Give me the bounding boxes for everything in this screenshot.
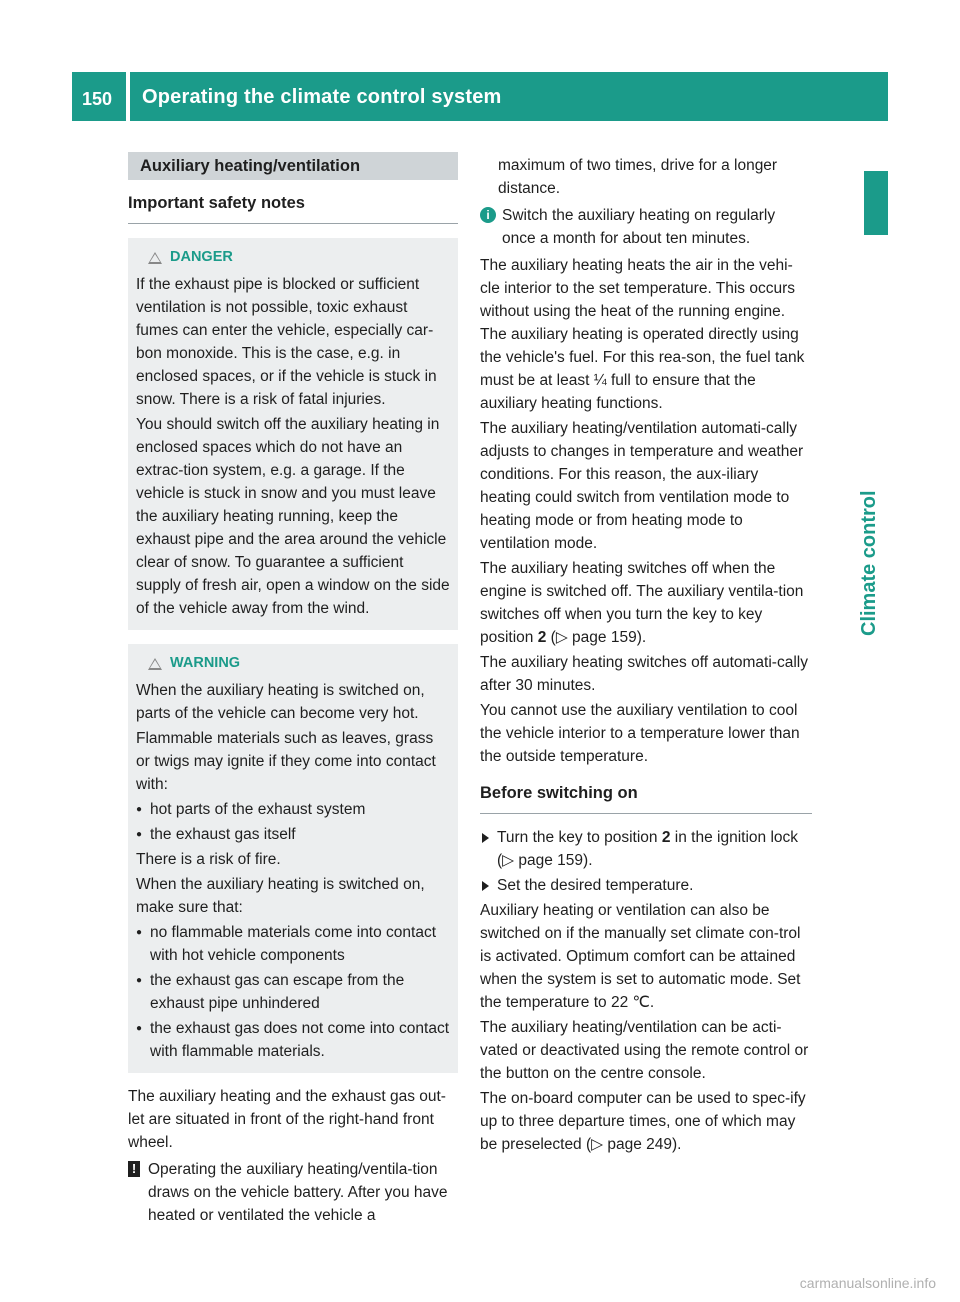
body-paragraph: The on-board computer can be used to spec-ify up to three departure times, one of which may be preselected (▷ page 249). bbox=[480, 1090, 806, 1153]
danger-text-1: If the exhaust pipe is blocked or sufficient ventilation is not possible, toxic exhaust fumes can enter the vehicle, especially car-bon monoxide. This is the case, e.g. in enclosed spaces, or if the vehicle is stuck in snow. There is a risk of fatal injuries. bbox=[136, 276, 437, 408]
body-paragraph: The auxiliary heating and the exhaust gas out-let are situated in front of the right-hand front wheel. bbox=[128, 1088, 446, 1151]
section-heading-before-switching-on: Before switching on bbox=[480, 782, 812, 814]
list-item-text: hot parts of the exhaust system bbox=[150, 801, 366, 818]
warning-box bbox=[128, 644, 458, 1073]
info-icon: i bbox=[480, 207, 496, 223]
warning-label: WARNING bbox=[170, 655, 241, 671]
note-text: Operating the auxiliary heating/ventila-tion draws on the vehicle battery. After you have heated or ventilated the vehicle a bbox=[148, 1161, 448, 1224]
body-paragraph: You cannot use the auxiliary ventilation to cool the vehicle interior to a temperature lower than the outside temperature. bbox=[480, 702, 800, 765]
bullet-icon: ● bbox=[136, 804, 143, 815]
step-text: Turn the key to position 2 in the ignition lock (▷ page 159). bbox=[497, 829, 799, 869]
body-paragraph: The auxiliary heating/ventilation automati-cally adjusts to changes in temperature and weather conditions. For this reason, the aux-iliary heating could switch from ventilation mode to heating mode or from heating mode to ventilation mode. bbox=[480, 420, 804, 552]
instruction-step bbox=[480, 826, 812, 872]
danger-text-2: You should switch off the auxiliary heating in enclosed spaces which do not have an extrac-tion system, e.g. a garage. If the vehicle is stuck in snow and you must leave the auxiliary heating running, keep the exhaust pipe and the area around the vehicle clear of snow. To guarantee a sufficient supply of fresh air, open a window on the side of the vehicle away from the wind. bbox=[136, 416, 450, 617]
list-item bbox=[136, 1017, 450, 1063]
arrow-right-icon bbox=[482, 833, 489, 843]
header-divider bbox=[126, 72, 130, 121]
body-paragraph: Auxiliary heating or ventilation can also be switched on if the manually set climate con-trol is activated. Optimum comfort can be attained when the system is set to automatic mode. Set the temperature to 22 ℃. bbox=[480, 902, 801, 1011]
list-item-text: the exhaust gas can escape from the exhaust pipe unhindered bbox=[150, 972, 405, 1012]
arrow-right-icon bbox=[482, 881, 489, 891]
warning-text-1: When the auxiliary heating is switched on, parts of the vehicle can become very hot. bbox=[136, 682, 425, 722]
list-item bbox=[136, 798, 450, 821]
danger-title bbox=[136, 246, 450, 269]
step-text: Set the desired temperature. bbox=[497, 877, 694, 894]
list-item bbox=[136, 921, 450, 967]
danger-box bbox=[128, 238, 458, 630]
note-continuation: maximum of two times, drive for a longer distance. bbox=[498, 157, 778, 197]
list-item bbox=[136, 823, 450, 846]
list-item bbox=[136, 969, 450, 1015]
page-header bbox=[72, 72, 888, 121]
left-column bbox=[128, 152, 458, 1231]
bullet-icon: ● bbox=[136, 927, 143, 938]
list-item-text: the exhaust gas does not come into contact with flammable materials. bbox=[150, 1020, 449, 1060]
sub-heading: Important safety notes bbox=[128, 192, 458, 224]
danger-label: DANGER bbox=[170, 249, 233, 265]
instruction-step bbox=[480, 874, 812, 897]
bullet-icon: ● bbox=[136, 975, 143, 986]
watermark: carmanualsonline.info bbox=[799, 1275, 936, 1291]
warning-triangle-icon bbox=[148, 658, 162, 670]
warning-text-4: When the auxiliary heating is switched on, make sure that: bbox=[136, 876, 425, 916]
body-paragraph: The auxiliary heating heats the air in the vehi-cle interior to the set temperature. This occurs without using the heat of the running engine. The auxiliary heating is operated directly using the vehicle's fuel. For this rea-son, the fuel tank must be at least ¼ full to ensure that the auxiliary heating functions. bbox=[480, 257, 805, 412]
list-item-text: the exhaust gas itself bbox=[150, 826, 296, 843]
page-title: Operating the climate control system bbox=[142, 86, 502, 108]
warning-text-3: There is a risk of fire. bbox=[136, 851, 281, 868]
warning-text-2: Flammable materials such as leaves, grass or twigs may ignite if they come into contact with: bbox=[136, 730, 436, 793]
list-item-text: no flammable materials come into contact with hot vehicle components bbox=[150, 924, 437, 964]
body-paragraph: The auxiliary heating switches off when the engine is switched off. The auxiliary ventila-tion switches off when you turn the key to key position 2 (▷ page 159). bbox=[480, 560, 804, 646]
note-text: Switch the auxiliary heating on regularly once a month for about ten minutes. bbox=[502, 207, 776, 247]
warning-triangle-icon bbox=[148, 252, 162, 264]
body-paragraph: The auxiliary heating switches off automati-cally after 30 minutes. bbox=[480, 654, 808, 694]
right-column bbox=[480, 154, 812, 1158]
side-tab-label: Climate control bbox=[858, 490, 880, 636]
side-tab-marker bbox=[864, 171, 888, 235]
warning-title bbox=[136, 652, 450, 675]
battery-note bbox=[128, 1158, 458, 1227]
bullet-icon: ● bbox=[136, 1023, 143, 1034]
body-paragraph: The auxiliary heating/ventilation can be acti-vated or deactivated using the remote control or the button on the centre console. bbox=[480, 1019, 809, 1082]
page-number: 150 bbox=[82, 89, 113, 109]
exclamation-icon: ! bbox=[128, 1161, 140, 1177]
section-heading: Auxiliary heating/ventilation bbox=[128, 152, 458, 180]
bullet-icon: ● bbox=[136, 829, 143, 840]
info-note bbox=[480, 204, 812, 250]
